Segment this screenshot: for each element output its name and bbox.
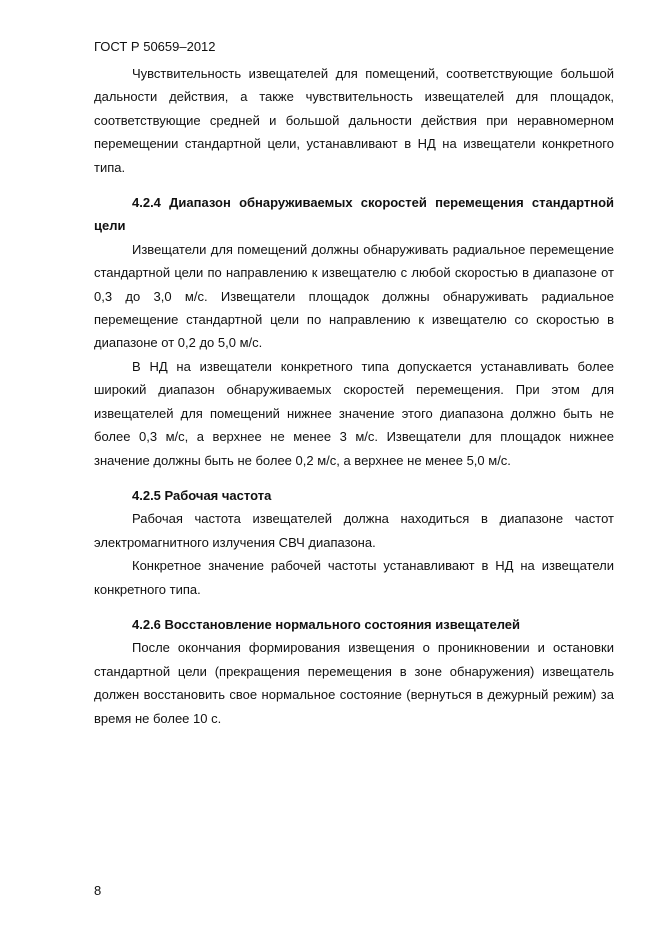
section-4-2-5-heading: 4.2.5 Рабочая частота [132, 487, 272, 503]
intro-paragraph: Чувствительность извещателей для помещений, соответствующие большой дальности действия, а также чувствительность извещателей для площадок, соответствующие средней и большой дальности действия при неравномерном перемещении стандартной цели, устанавливают в НД на извещатели конкретного типа. [94, 66, 614, 175]
section-4-2-4-paragraph-1: Извещатели для помещений должны обнаруживать радиальное перемещение стандартной цели по направлению к извещателю с любой скоростью в диапазоне от 0,3 до 3,0 м/с. Извещатели площадок должны обнаруживать радиальное перемещение стандартной цели по направлению к извещателю со скоростью в диапазоне от 0,2 до 5,0 м/с. [94, 241, 614, 351]
section-4-2-6-paragraph-1: После окончания формирования извещения о проникновении и остановки стандартной цели (прекращения перемещения в зоне обнаружения) извещатель должен восстановить свое нормальное состояние (вернуться в дежурный режим) за время не более 10 с. [94, 640, 614, 726]
section-4-2-4-heading: 4.2.4 Диапазон обнаруживаемых скоростей перемещения стандартной цели [94, 195, 614, 234]
page-header-standard: ГОСТ Р 50659–2012 [94, 39, 216, 54]
section-4-2-4-paragraph-2: В НД на извещатели конкретного типа допускается устанавливать более широкий диапазон обнаруживаемых скоростей перемещения. При этом для извещателей для помещений нижнее значение этого диапазона должно быть не более 0,3 м/с, а верхнее не менее 3 м/с. Извещатели для площадок нижнее значение должны быть не более 0,2 м/с, а верхнее не менее 5,0 м/с. [94, 358, 614, 468]
document-body [94, 62, 614, 730]
section-4-2-5-paragraph-2: Конкретное значение рабочей частоты устанавливают в НД на извещатели конкретного типа. [94, 558, 614, 597]
section-4-2-6-heading: 4.2.6 Восстановление нормального состояния извещателей [132, 616, 521, 632]
section-4-2-5-paragraph-1: Рабочая частота извещателей должна находиться в диапазоне частот электромагнитного излучения СВЧ диапазона. [94, 511, 614, 550]
page-number: 8 [94, 883, 102, 898]
